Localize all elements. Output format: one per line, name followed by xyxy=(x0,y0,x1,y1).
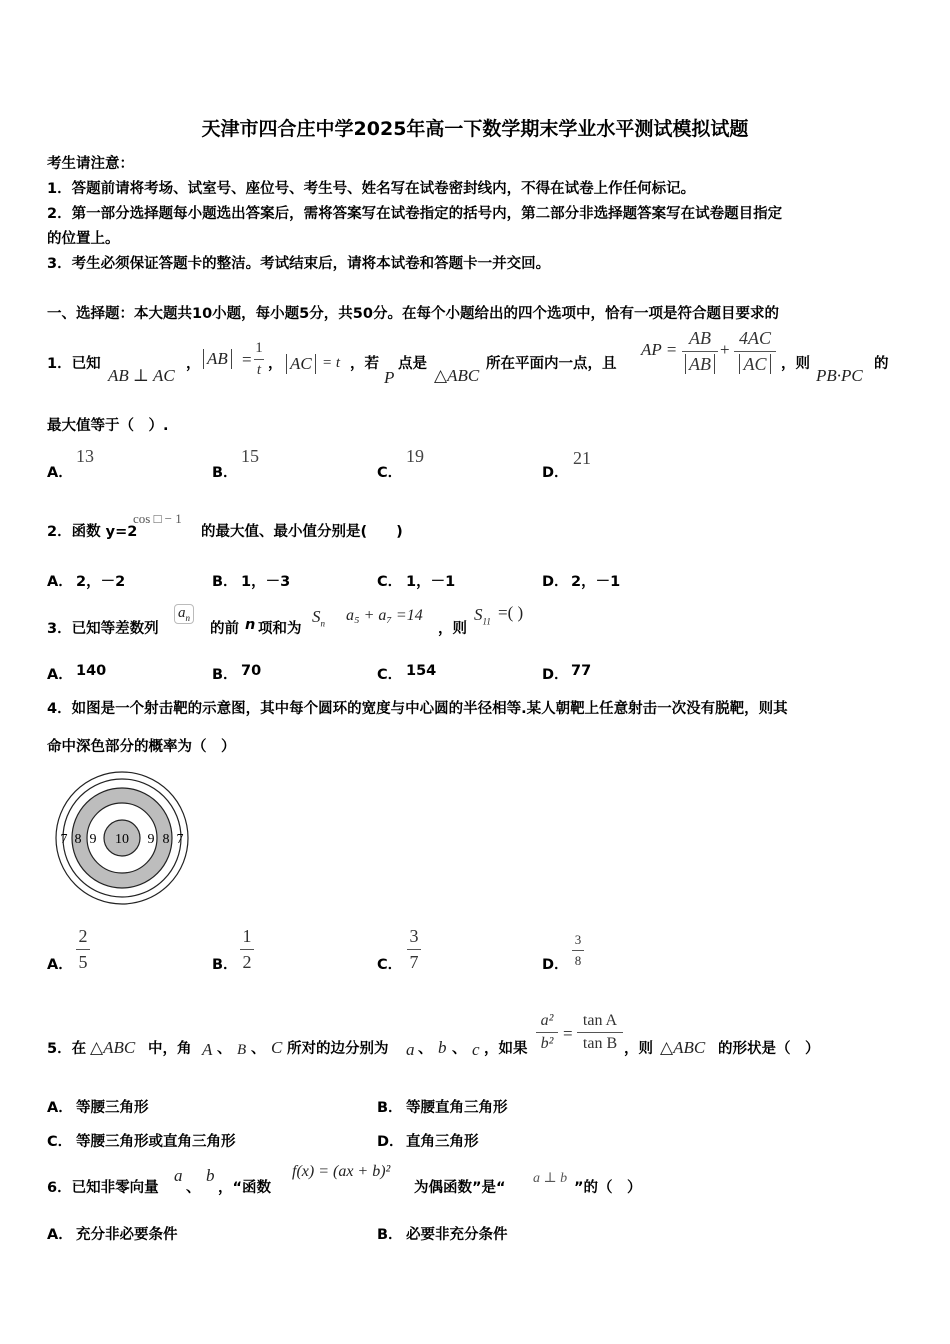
q5-opt-c-label: C． xyxy=(47,1134,73,1150)
q4-opt-d-label: D． xyxy=(542,957,569,973)
q2-opt-b-value: 1，－3 xyxy=(241,574,291,590)
q3-opt-c-value: 154 xyxy=(406,663,437,679)
q5-opt-d-value: 直角三角形 xyxy=(406,1134,479,1150)
notice-item-3: 3．考生必须保证答题卡的整洁。考试结束后，请将本试卷和答题卡一并交回。 xyxy=(47,256,551,272)
q3-blank: =( ) xyxy=(498,603,524,622)
q2-suffix: 的最大值、最小值分别是( ) xyxy=(201,524,403,540)
target-label-10: 10 xyxy=(115,832,129,847)
q5-angle-c: C xyxy=(271,1038,283,1057)
q1-opt-d-label: D． xyxy=(542,465,569,481)
q6-function: f(x) = (ax + b)² xyxy=(292,1163,391,1180)
q1-plane: 所在平面内一点，且 xyxy=(486,356,617,372)
q6-prefix: 6．已知非零向量 xyxy=(47,1180,159,1196)
q1-ac-unit: 4AC AC xyxy=(734,328,776,375)
q2-opt-c-label: C． xyxy=(377,574,403,590)
q5-mid3: ，如果 xyxy=(484,1041,528,1057)
q1-ze: ，则 xyxy=(781,356,810,372)
q2-prefix: 2．函数 y=2 xyxy=(47,524,138,540)
q1-dian-shi: 点是 xyxy=(398,356,427,372)
q5-side-b: b xyxy=(438,1038,447,1057)
q6-mid2: 为偶函数”是“ xyxy=(414,1180,506,1196)
q5-prefix: 5．在 xyxy=(47,1041,87,1057)
q2-exponent: cos □ − 1 xyxy=(133,511,182,526)
notice-item-2-cont: 的位置上。 xyxy=(47,231,120,247)
q5-lhs-frac: a² b² xyxy=(536,1012,558,1053)
q6-suffix: ”的（ ） xyxy=(574,1180,642,1196)
q2-opt-d-label: D． xyxy=(542,574,569,590)
q5-triangle-2: △ABC xyxy=(660,1038,706,1057)
q5-side-c: c xyxy=(472,1040,480,1059)
q1-ac-abs: AC xyxy=(286,354,316,374)
q5-opt-b-value: 等腰直角三角形 xyxy=(406,1100,508,1116)
notice-item-1: 1．答题前请将考场、试室号、座位号、考生号、姓名写在试卷密封线内，不得在试卷上作任何标记。 xyxy=(47,181,696,197)
target-label-7-left: 7 xyxy=(60,832,68,847)
q1-eq: = xyxy=(242,350,252,369)
q1-opt-c-label: C． xyxy=(377,465,403,481)
q5-opt-d-label: D． xyxy=(377,1134,404,1150)
q1-eq-t: = t xyxy=(322,355,341,371)
q1-de: 的 xyxy=(874,356,889,372)
section-heading: 一、选择题：本大题共10小题，每小题5分，共50分。在每个小题给出的四个选项中，恰有一项是符合题目要求的 xyxy=(47,306,779,322)
shooting-target-figure xyxy=(52,770,192,910)
q4-opt-a-label: A． xyxy=(47,957,73,973)
q3-mid2: 项和为 xyxy=(258,621,302,637)
q6-opt-b-value: 必要非充分条件 xyxy=(406,1227,508,1243)
target-label-9-left: 9 xyxy=(89,832,97,847)
q1-ap: AP = xyxy=(641,340,678,359)
q1-ab-perp-ac: AB ⊥ AC xyxy=(108,366,175,385)
q1-line2: 最大值等于（ ）. xyxy=(47,418,169,434)
page-title: 天津市四合庄中学2025年高一下数学期末学业水平测试模拟试题 xyxy=(201,118,749,140)
q1-ruo: ，若 xyxy=(350,356,379,372)
q2-opt-b-label: B． xyxy=(212,574,238,590)
q1-number: 1．已知 xyxy=(47,356,101,372)
q1-opt-d-value: 21 xyxy=(573,448,591,468)
q3-opt-d-label: D． xyxy=(542,667,569,683)
q5-mid1: 中，角 xyxy=(148,1041,192,1057)
q5-mid2: 所对的边分别为 xyxy=(287,1041,389,1057)
q1-ab-abs: AB xyxy=(203,349,232,369)
q5-opt-a-label: A． xyxy=(47,1100,73,1116)
q4-opt-c-value: 3 7 xyxy=(407,926,421,973)
notice-item-2: 2．第一部分选择题每小题选出答案后，需将答案写在试卷指定的括号内，第二部分非选择题答案写在试卷题目指定 xyxy=(47,206,783,222)
q4-opt-a-value: 2 5 xyxy=(76,926,90,973)
q6-opt-a-value: 充分非必要条件 xyxy=(76,1227,178,1243)
q1-opt-b-value: 15 xyxy=(241,446,259,466)
q4-opt-c-label: C． xyxy=(377,957,403,973)
q3-prefix: 3．已知等差数列 xyxy=(47,621,159,637)
q3-mid: 的前 xyxy=(210,621,239,637)
target-label-7-right: 7 xyxy=(176,832,184,847)
q3-opt-b-label: B． xyxy=(212,667,238,683)
q6-condition: a ⊥ b xyxy=(533,1171,568,1186)
q3-then: ，则 xyxy=(438,621,467,637)
q6-mid1: ，“函数 xyxy=(218,1180,272,1196)
q6-opt-a-label: A． xyxy=(47,1227,73,1243)
q3-sn: $S_n$ xyxy=(312,607,325,629)
target-label-9-right: 9 xyxy=(147,832,155,847)
q5-side-a: a xyxy=(406,1040,415,1059)
notice-heading: 考生请注意： xyxy=(47,156,134,172)
q2-opt-a-value: 2，－2 xyxy=(76,574,126,590)
target-label-8-right: 8 xyxy=(162,832,170,847)
q3-n: n xyxy=(245,617,256,633)
q5-opt-b-label: B． xyxy=(377,1100,403,1116)
q2-opt-d-value: 2，－1 xyxy=(571,574,621,590)
q3-s11: $S_{11}$ xyxy=(474,605,491,627)
q3-opt-a-value: 140 xyxy=(76,663,107,679)
q5-rhs-frac: tan A tan B xyxy=(577,1012,623,1053)
q1-triangle: △ABC xyxy=(434,366,480,385)
q3-opt-a-label: A． xyxy=(47,667,73,683)
q6-vec-b: b xyxy=(206,1166,215,1185)
q4-opt-b-label: B． xyxy=(212,957,238,973)
q1-one-over-t: 1 t xyxy=(255,340,263,378)
q5-opt-a-value: 等腰三角形 xyxy=(76,1100,149,1116)
q4-opt-b-value: 1 2 xyxy=(240,926,254,973)
q5-mid4: ，则 xyxy=(624,1041,653,1057)
q4-line1: 4．如图是一个射击靶的示意图，其中每个圆环的宽度与中心圆的半径相等.某人朝靶上任意射击一次没有脱靶，则其 xyxy=(47,701,788,717)
q1-opt-b-label: B． xyxy=(212,465,238,481)
q6-opt-b-label: B． xyxy=(377,1227,403,1243)
q4-line2: 命中深色部分的概率为（ ） xyxy=(47,739,236,755)
q5-suffix: 的形状是（ ） xyxy=(718,1041,820,1057)
q5-angle-b: B xyxy=(237,1042,247,1058)
q5-angle-a: A xyxy=(202,1040,213,1059)
target-label-8-left: 8 xyxy=(74,832,82,847)
q1-opt-a-label: A． xyxy=(47,465,73,481)
q1-ab-unit: AB AB xyxy=(682,328,718,375)
q6-vec-a: a xyxy=(174,1166,183,1185)
q4-opt-d-value: 3 8 xyxy=(572,932,584,969)
q3-condition: a₅ + a₇ =14 xyxy=(346,607,423,624)
q3-opt-d-value: 77 xyxy=(571,663,592,679)
q1-p: P xyxy=(384,368,395,387)
q5-eq: = xyxy=(563,1024,573,1043)
q3-opt-b-value: 70 xyxy=(241,663,262,679)
q1-opt-c-value: 19 xyxy=(406,446,424,466)
q1-plus: + xyxy=(720,340,730,359)
q3-opt-c-label: C． xyxy=(377,667,403,683)
q2-opt-c-value: 1，－1 xyxy=(406,574,456,590)
q2-opt-a-label: A． xyxy=(47,574,73,590)
q1-pbpc: PB·PC xyxy=(816,366,863,385)
q5-opt-c-value: 等腰三角形或直角三角形 xyxy=(76,1134,236,1150)
q3-sequence: $a_n$ xyxy=(174,604,194,624)
q1-opt-a-value: 13 xyxy=(76,446,94,466)
q5-triangle: △ABC xyxy=(90,1038,136,1057)
